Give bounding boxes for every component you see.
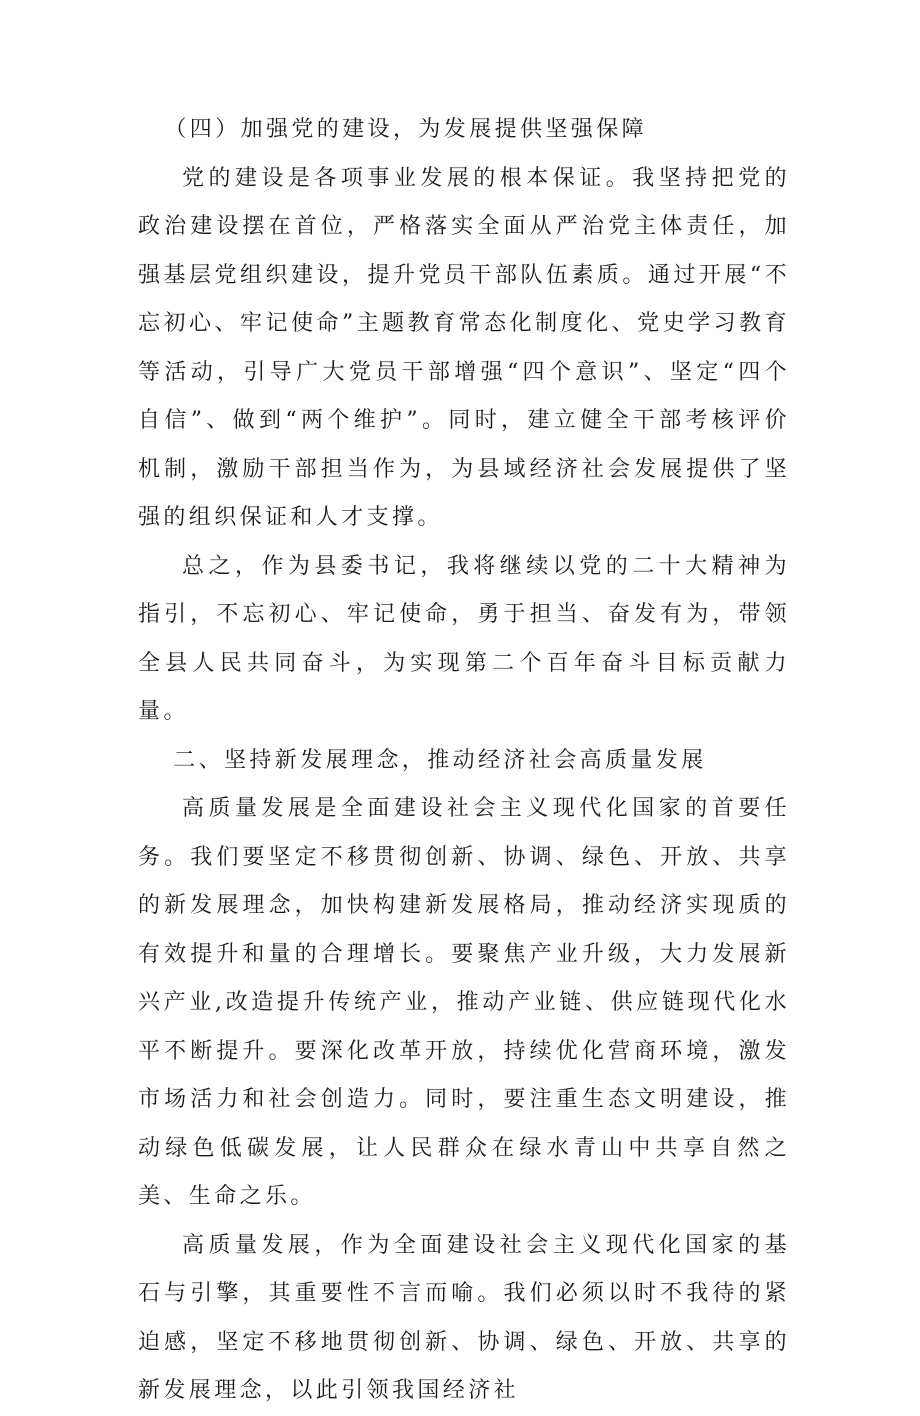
section-heading-4: （四）加强党的建设，为发展提供坚强保障 (164, 117, 647, 142)
paragraph-summary: 总之，作为县委书记，我将继续以党的二十大精神为指引，不忘初心、牢记使命，勇于担当、奋发有为，带领全县人民共同奋斗，为实现第二个百年奋斗目标贡献力量。 (138, 553, 790, 724)
paragraph-quality-development-1: 高质量发展是全面建设社会主义现代化国家的首要任务。我们要坚定不移贯彻创新、协调、绿色、开放、共享的新发展理念，加快构建新发展格局，推动经济实现质的有效提升和量的合理增长。要聚焦产业升级，大力发展新兴产业,改造提升传统产业，推动产业链、供应链现代化水平不断提升。要深化改革开放，持续优化营商环境，激发市场活力和社会创造力。同时，要注重生态文明建设，推动绿色低碳发展，让人民群众在绿水青山中共享自然之美、生命之乐。 (138, 796, 790, 1209)
paragraph-quality-development-2: 高质量发展，作为全面建设社会主义现代化国家的基石与引擎，其重要性不言而喻。我们必须以时不我待的紧迫感，坚定不移地贯彻创新、协调、绿色、开放、共享的新发展理念，以此引领我国经济社 (138, 1232, 790, 1403)
section-heading-2: 二、坚持新发展理念，推动经济社会高质量发展 (173, 747, 707, 773)
paragraph-party-building: 党的建设是各项事业发展的根本保证。我坚持把党的政治建设摆在首位，严格落实全面从严治党主体责任，加强基层党组织建设，提升党员干部队伍素质。通过开展“不忘初心、牢记使命”主题教育常态化制度化、党史学习教育等活动，引导广大党员干部增强“四个意识”、坚定“四个自信”、做到“两个维护”。同时，建立健全干部考核评价机制，激励干部担当作为，为县域经济社会发展提供了坚强的组织保证和人才支撑。 (138, 165, 790, 530)
document-body (138, 106, 790, 1416)
